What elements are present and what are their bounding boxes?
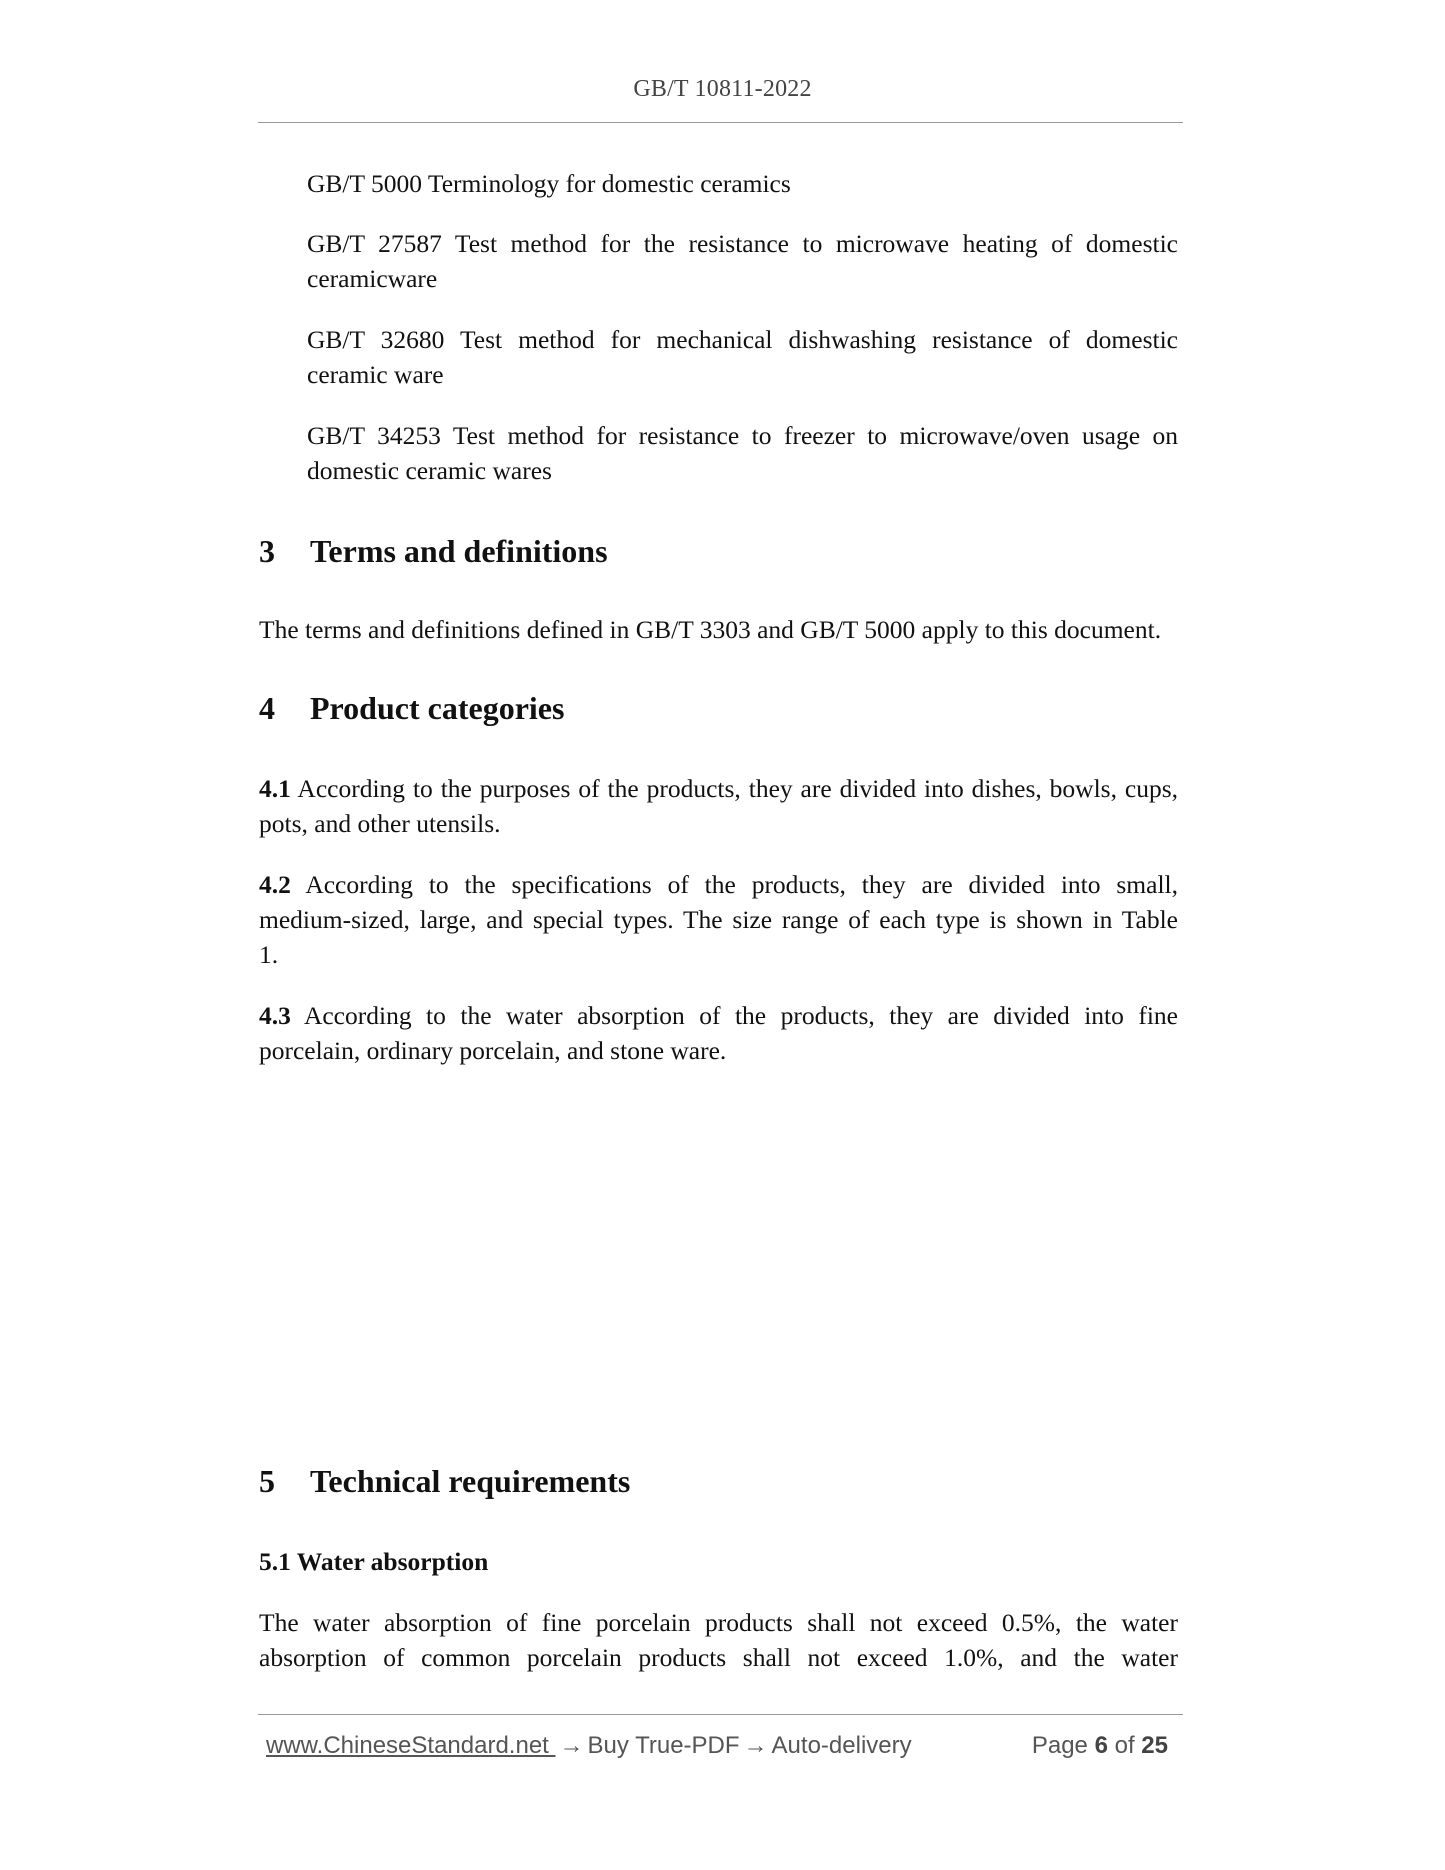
clause-text-line-3: 1.	[259, 940, 279, 969]
section-title: Terms and definitions	[310, 533, 608, 569]
document-header-title: GB/T 10811-2022	[633, 76, 812, 102]
reference-text-line-1: GB/T 34253 Test method for resistance to freezer to microwave/oven usage on	[307, 421, 1178, 450]
total-page-number: 25	[1141, 1732, 1168, 1759]
paragraph-text-line-1: The water absorption of fine porcelain products shall not exceed 0.5%, the water	[259, 1608, 1178, 1637]
subsection-5-1-heading: 5.1 Water absorption	[259, 1547, 489, 1576]
clause-number: 4.3	[259, 1001, 291, 1030]
page-of-label: of	[1114, 1732, 1135, 1759]
paragraph-text: The terms and definitions defined in GB/T 3303 and GB/T 5000 apply to this document.	[259, 615, 1162, 644]
header-divider	[258, 122, 1183, 123]
reference-text-line-2: ceramicware	[307, 264, 438, 293]
clause-text-line-1: According to the specifications of the products, they are divided into small,	[305, 870, 1178, 899]
section-5-1-paragraph	[259, 1605, 1178, 1675]
page-footer	[266, 1728, 1178, 1764]
clause-number: 4.1	[259, 774, 291, 803]
footer-divider	[258, 1714, 1183, 1715]
auto-delivery-text: Auto-delivery	[771, 1732, 912, 1759]
buy-true-pdf-text: Buy True-PDF	[587, 1732, 740, 1759]
clause-text-line-2: pots, and other utensils.	[259, 809, 501, 838]
reference-item-gbt-27587	[307, 226, 1178, 296]
section-title: Technical requirements	[310, 1463, 631, 1499]
section-3-heading	[259, 531, 608, 571]
clause-4-1	[259, 771, 1178, 841]
reference-text-line-2: ceramic ware	[307, 360, 444, 389]
current-page-number: 6	[1094, 1732, 1108, 1759]
chinese-standard-link[interactable]: www.ChineseStandard.net	[266, 1732, 556, 1759]
clause-text-line-1: According to the water absorption of the products, they are divided into fine	[303, 1001, 1178, 1030]
section-number: 3	[259, 533, 275, 569]
reference-text-line-2: domestic ceramic wares	[307, 456, 552, 485]
reference-item-gbt-32680	[307, 322, 1178, 392]
section-number: 5	[259, 1463, 275, 1499]
section-3-paragraph	[259, 612, 1178, 647]
reference-text: GB/T 5000 Terminology for domestic ceramics	[307, 169, 791, 198]
reference-item-gbt-34253	[307, 418, 1178, 488]
clause-text-line-1: According to the purposes of the products, they are divided into dishes, bowls, cups,	[297, 774, 1179, 803]
page-label: Page	[1031, 1732, 1088, 1759]
clause-text-line-2: porcelain, ordinary porcelain, and stone ware.	[259, 1036, 727, 1065]
reference-text-line-1: GB/T 27587 Test method for the resistance to microwave heating of domestic	[307, 229, 1178, 258]
paragraph-text-line-2: absorption of common porcelain products shall not exceed 1.0%, and the water	[259, 1643, 1178, 1672]
clause-4-2	[259, 867, 1178, 972]
page-indicator	[1032, 1728, 1168, 1764]
section-title: Product categories	[310, 690, 565, 726]
clause-text-line-2: medium-sized, large, and special types. The size range of each type is shown in Table	[259, 905, 1178, 934]
arrow-right-icon: →	[559, 1732, 584, 1759]
clause-number: 4.2	[259, 870, 291, 899]
arrow-right-icon: →	[743, 1732, 768, 1759]
section-5-heading	[259, 1461, 630, 1501]
clause-4-3	[259, 998, 1178, 1068]
section-number: 4	[259, 690, 275, 726]
section-4-heading	[259, 688, 564, 728]
reference-item-gbt-5000	[307, 166, 1178, 201]
reference-text-line-1: GB/T 32680 Test method for mechanical dishwashing resistance of domestic	[307, 325, 1178, 354]
